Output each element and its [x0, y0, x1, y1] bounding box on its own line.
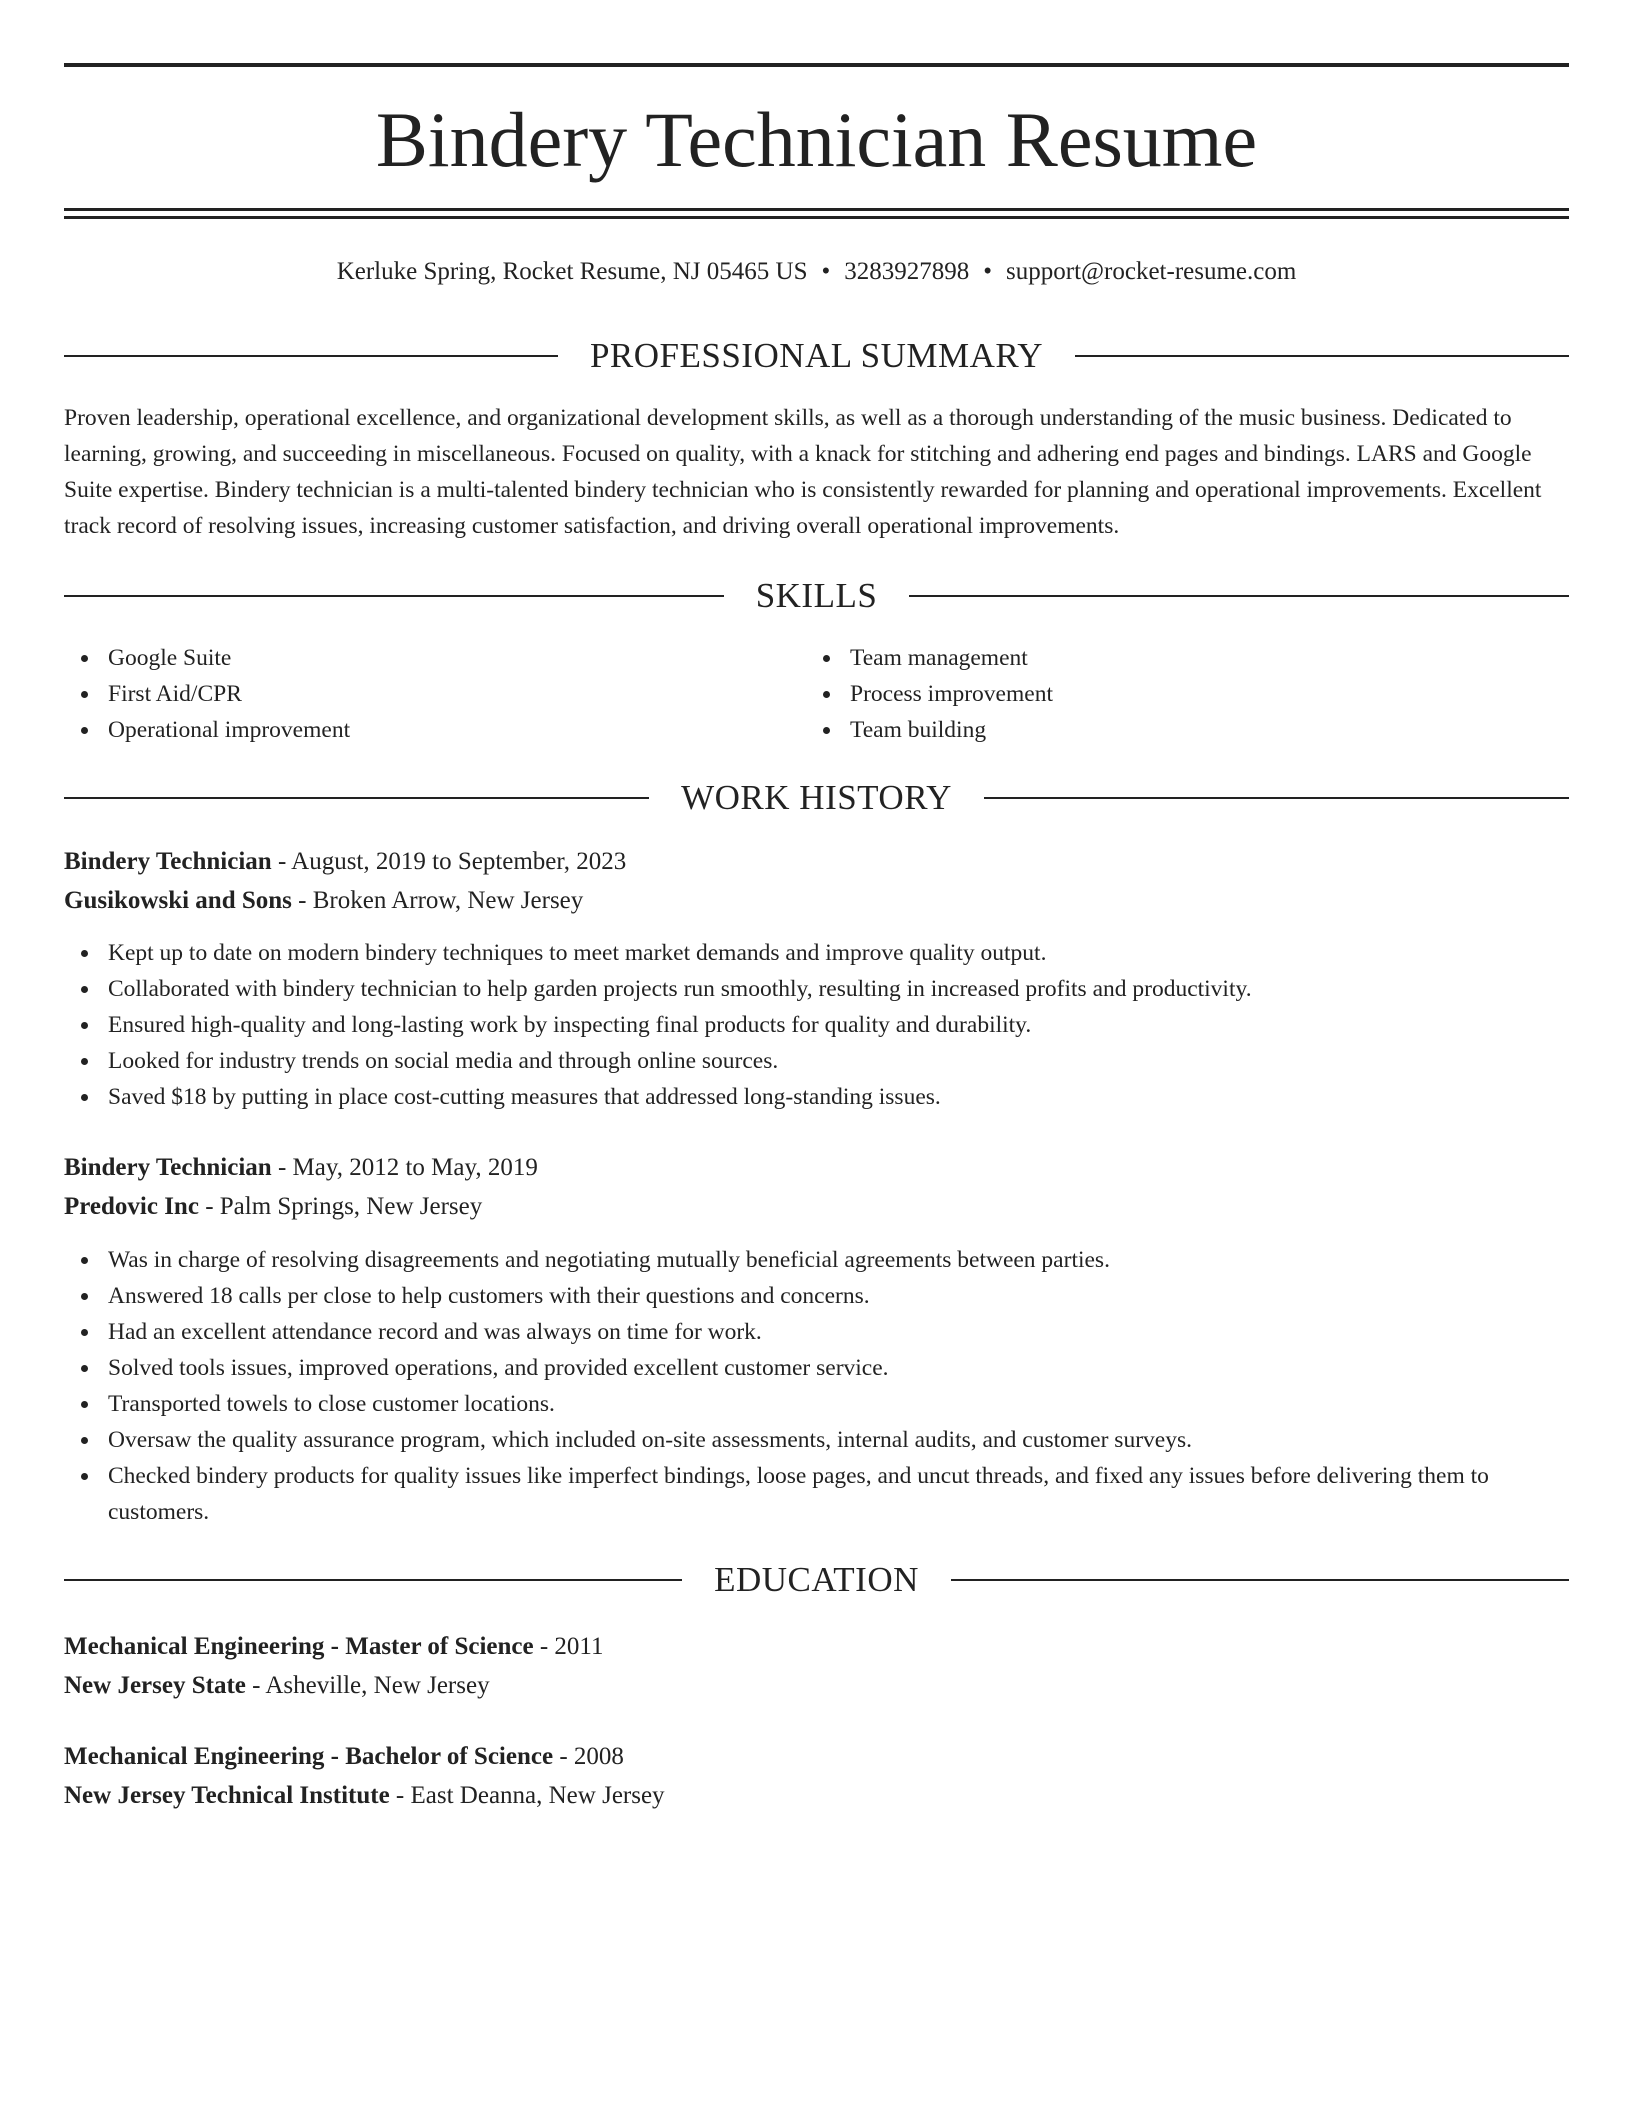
heading-rule — [951, 1579, 1569, 1581]
title-rule-lower — [64, 216, 1569, 219]
school-line — [64, 1776, 1569, 1816]
section-title: EDUCATION — [714, 1560, 919, 1599]
heading-rule — [984, 797, 1569, 799]
list-item: Was in charge of resolving disagreements and negotiating mutually beneficial agreements between parties. — [64, 1242, 1569, 1278]
skill-item: Operational improvement — [64, 712, 804, 748]
section-heading-skills — [64, 574, 1569, 618]
skills-list-left — [64, 640, 804, 748]
degree-year: - 2011 — [533, 1633, 604, 1660]
contact-phone: 3283927898 — [844, 258, 970, 285]
skills-list-right — [806, 640, 1546, 748]
contact-separator: • — [821, 258, 831, 285]
heading-rule — [64, 797, 649, 799]
degree-line — [64, 1737, 1569, 1777]
list-item: Oversaw the quality assurance program, which included on-site assessments, internal audits, and customer surveys. — [64, 1422, 1569, 1458]
section-heading-work — [64, 776, 1569, 820]
contact-address: Kerluke Spring, Rocket Resume, NJ 05465 US — [336, 258, 808, 285]
resume-title: Bindery Technician Resume — [375, 96, 1258, 183]
skill-item: Process improvement — [806, 676, 1546, 712]
list-item: Collaborated with bindery technician to help garden projects run smoothly, resulting in increased profits and productivity. — [64, 971, 1569, 1007]
heading-rule — [1075, 355, 1569, 357]
school-name: New Jersey State — [64, 1672, 246, 1699]
heading-rule — [909, 595, 1569, 597]
degree-line — [64, 1627, 1569, 1667]
job-title: Bindery Technician — [64, 848, 272, 875]
heading-rule — [64, 1579, 682, 1581]
school-location: - Asheville, New Jersey — [245, 1672, 490, 1699]
job-company: Predovic Inc — [64, 1193, 199, 1220]
list-item: Looked for industry trends on social media and through online sources. — [64, 1043, 1569, 1079]
job-location: - Broken Arrow, New Jersey — [291, 887, 584, 914]
contact-separator: • — [983, 258, 993, 285]
job-location: - Palm Springs, New Jersey — [198, 1193, 483, 1220]
section-title: SKILLS — [755, 576, 878, 615]
list-item: Transported towels to close customer locations. — [64, 1386, 1569, 1422]
list-item: Checked bindery products for quality issues like imperfect bindings, loose pages, and uncut threads, and fixed any issues before delivering them to customers. — [64, 1458, 1569, 1530]
job-title-line — [64, 842, 1569, 882]
skill-item: Google Suite — [64, 640, 804, 676]
school-location: - East Deanna, New Jersey — [389, 1782, 665, 1809]
contact-email: support@rocket-resume.com — [1006, 258, 1297, 285]
heading-rule — [64, 355, 558, 357]
heading-rule — [64, 595, 724, 597]
top-rule — [64, 63, 1569, 67]
degree-year: - 2008 — [553, 1743, 624, 1770]
section-heading-education — [64, 1558, 1569, 1602]
job-duties-list — [64, 935, 1569, 1115]
job-title-line — [64, 1148, 1569, 1188]
school-name: New Jersey Technical Institute — [64, 1782, 390, 1809]
job-company: Gusikowski and Sons — [64, 887, 292, 914]
section-title: PROFESSIONAL SUMMARY — [589, 336, 1044, 375]
section-title: WORK HISTORY — [681, 778, 952, 817]
skill-item: Team management — [806, 640, 1546, 676]
summary-text: Proven leadership, operational excellence, and organizational development skills, as well as a thorough understanding of the music business. Dedicated to learning, growing, and succeeding in miscellaneous. Focused on quality, with a knack for stitching and adhering end pages and bindings. LARS and Google Suite expertise. Bindery technician is a multi-talented bindery technician who is consistently rewarded for planning and operational improvements. Excellent track record of resolving issues, increasing customer satisfaction, and driving overall operational improvements. — [64, 405, 1542, 539]
job-dates: - May, 2012 to May, 2019 — [271, 1154, 538, 1181]
job-title: Bindery Technician — [64, 1154, 272, 1181]
degree-name: Mechanical Engineering - Bachelor of Science — [64, 1743, 554, 1770]
skill-item: Team building — [806, 712, 1546, 748]
list-item: Ensured high-quality and long-lasting work by inspecting final products for quality and durability. — [64, 1007, 1569, 1043]
job-company-line — [64, 881, 1569, 921]
list-item: Answered 18 calls per close to help customers with their questions and concerns. — [64, 1278, 1569, 1314]
skill-item: First Aid/CPR — [64, 676, 804, 712]
title-rule-upper — [64, 208, 1569, 211]
list-item: Had an excellent attendance record and was always on time for work. — [64, 1314, 1569, 1350]
section-heading-summary — [64, 334, 1569, 378]
list-item: Kept up to date on modern bindery techniques to meet market demands and improve quality output. — [64, 935, 1569, 971]
list-item: Saved $18 by putting in place cost-cutting measures that addressed long-standing issues. — [64, 1079, 1569, 1115]
job-company-line — [64, 1187, 1569, 1227]
job-dates: - August, 2019 to September, 2023 — [271, 848, 627, 875]
list-item: Solved tools issues, improved operations, and provided excellent customer service. — [64, 1350, 1569, 1386]
school-line — [64, 1666, 1569, 1706]
job-duties-list — [64, 1242, 1569, 1530]
degree-name: Mechanical Engineering - Master of Science — [64, 1633, 534, 1660]
contact-line — [64, 254, 1569, 290]
